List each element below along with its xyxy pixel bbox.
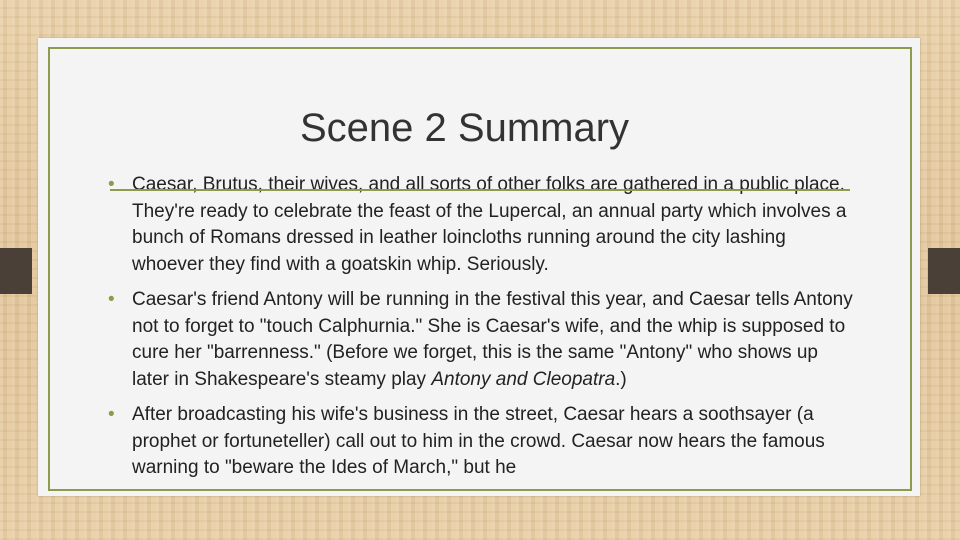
- bullet-item-1: [108, 172, 856, 278]
- bullet-dot-icon: •: [108, 289, 115, 310]
- bullet-dot-icon: •: [108, 174, 115, 195]
- play-title-italic: Antony and Cleopatra: [431, 368, 616, 390]
- bullet-list: [108, 172, 856, 491]
- right-edge-tab: [928, 248, 960, 294]
- slide-title: Scene 2 Summary: [300, 106, 630, 150]
- title-underline-rule: [110, 189, 850, 191]
- bullet-text: Caesar's friend Antony will be running in the festival this year, and Caesar tells Antony not to forget to "touch Calphurnia." She is Caesar's wife, and the whip is supposed to cure her "barrenness." (Before we forget, this is the same "Antony" who shows up later in Shakespeare's steamy play: [132, 289, 853, 390]
- left-edge-tab: [0, 248, 32, 294]
- bullet-item-2: [108, 287, 856, 393]
- bullet-text: After broadcasting his wife's business in the street, Caesar hears a soothsayer (a prophet or fortuneteller) call out to him in the crowd. Caesar now hears the famous warning to "beware the Ides of March," but he: [132, 404, 825, 478]
- bullet-text: Caesar, Brutus, their wives, and all sorts of other folks are gathered in a public place. They're ready to celebrate the feast of the Lupercal, an annual party which involves a bunch of Romans dressed in leather loincloths running around the city lashing whoever they find with a goatskin whip. Seriously.: [132, 174, 847, 275]
- bullet-item-3: [108, 402, 856, 482]
- bullet-dot-icon: •: [108, 404, 115, 425]
- bullet-text-end: .): [615, 368, 627, 390]
